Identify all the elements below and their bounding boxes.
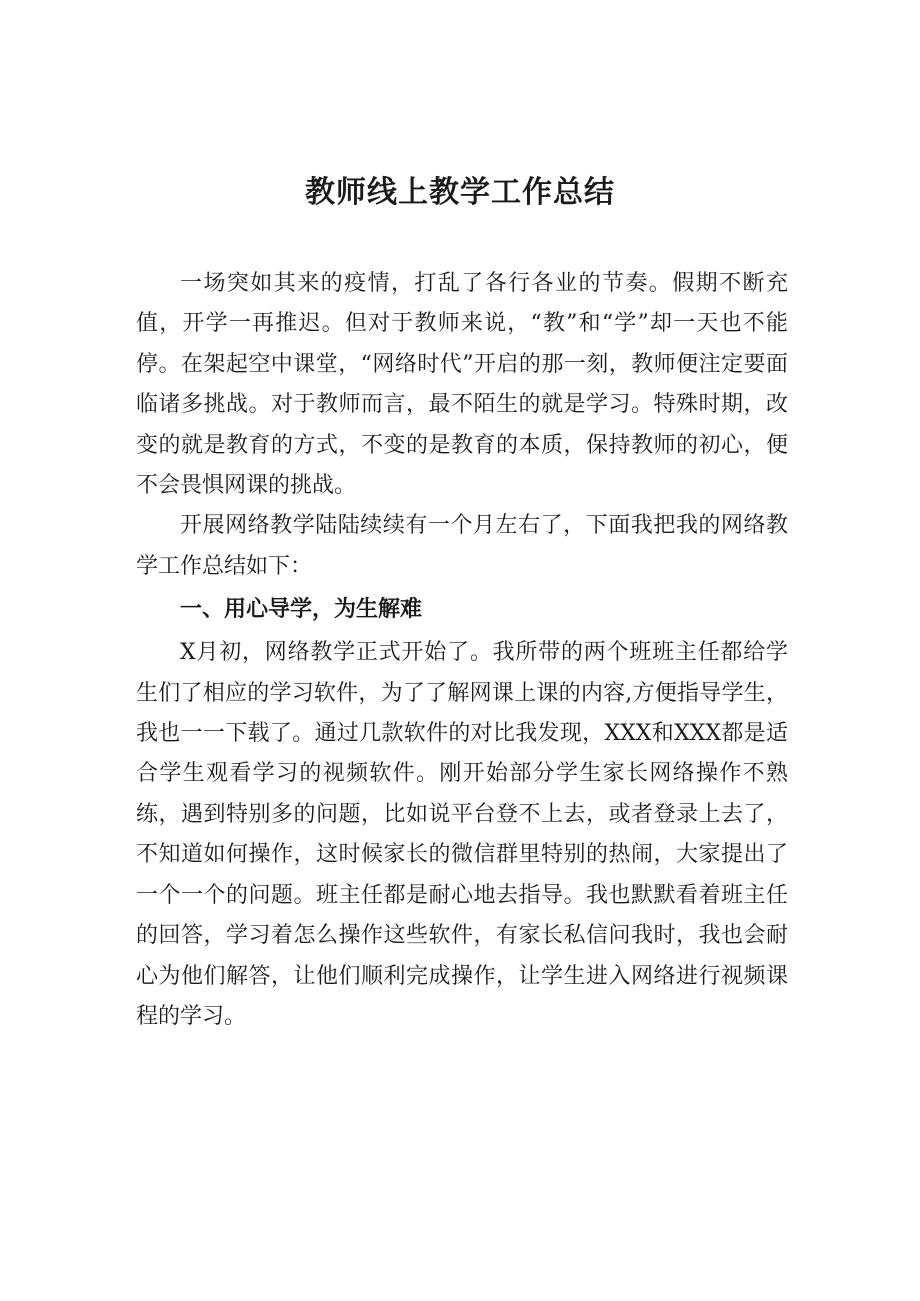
- intro-paragraph: 一场突如其来的疫情，打乱了各行各业的节奏。假期不断充值，开学一再推迟。但对于教师来说，“教”和“学”却一天也不能停。在架起空中课堂，“网络时代”开启的那一刻，教师便注定要面临诸多挑战。对于教师而言，最不陌生的就是学习。特殊时期，改变的就是教育的方式，不变的是教育的本质，保持教师的初心，便不会畏惧网课的挑战。: [136, 271, 788, 499]
- section-1-paragraph: X月初，网络教学正式开始了。我所带的两个班班主任都给学生们了相应的学习软件，为了了解网课上课的内容,方便指导学生，我也一一下载了。通过几款软件的对比我发现，XXX和XXX都是适合学生观看学习的视频软件。刚开始部分学生家长网络操作不熟练，遇到特别多的问题，比如说平台登不上去，或者登录上去了，不知道如何操作，这时候家长的微信群里特别的热闹，大家提出了一个一个的问题。班主任都是耐心地去指导。我也默默看着班主任的回答，学习着怎么操作这些软件，有家长私信问我时，我也会耐心为他们解答，让他们顺利完成操作，让学生进入网络进行视频课程的学习。: [136, 640, 788, 1029]
- document-body: [136, 264, 788, 1037]
- overview-paragraph: 开展网络教学陆陆续续有一个月左右了，下面我把我的网络教学工作总结如下：: [136, 513, 788, 579]
- section-heading-1: 一、用心导学，为生解难: [180, 597, 423, 623]
- document-title: 教师线上教学工作总结: [305, 175, 615, 210]
